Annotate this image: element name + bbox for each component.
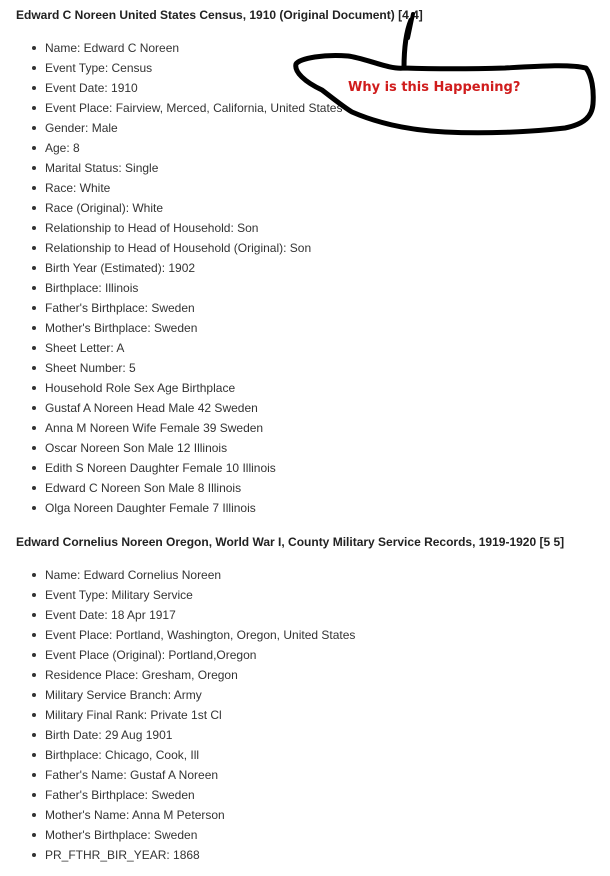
record-detail-item: Event Place (Original): Portland,Oregon <box>45 645 355 665</box>
record-detail-item: Race: White <box>45 178 342 198</box>
record-detail-item: Birthplace: Illinois <box>45 278 342 298</box>
record-detail-item: Olga Noreen Daughter Female 7 Illinois <box>45 498 342 518</box>
record-detail-item: Event Place: Portland, Washington, Oregon, United States <box>45 625 355 645</box>
record-detail-item: Sheet Letter: A <box>45 338 342 358</box>
record-detail-item: Anna M Noreen Wife Female 39 Sweden <box>45 418 342 438</box>
record-detail-item: Edith S Noreen Daughter Female 10 Illinois <box>45 458 342 478</box>
record-detail-item: Race (Original): White <box>45 198 342 218</box>
record-detail-item: Oscar Noreen Son Male 12 Illinois <box>45 438 342 458</box>
record-detail-item: PR_FTHR_BIR_YEAR: 1868 <box>45 845 355 865</box>
record-detail-item: Event Type: Census <box>45 58 342 78</box>
record-title-text: Edward Cornelius Noreen Oregon, World War I, County Military Service Records, 1919-1920 <box>16 535 537 549</box>
record-detail-item: Birthplace: Chicago, Cook, Ill <box>45 745 355 765</box>
record-detail-item: Residence Place: Gresham, Oregon <box>45 665 355 685</box>
record-detail-item: Father's Birthplace: Sweden <box>45 298 342 318</box>
annotation-question-text: Why is this Happening? <box>348 80 521 95</box>
record-detail-item: Mother's Name: Anna M Peterson <box>45 805 355 825</box>
record-detail-item: Military Service Branch: Army <box>45 685 355 705</box>
record-detail-item: Gender: Male <box>45 118 342 138</box>
census-details-list <box>45 38 342 518</box>
record-title-census <box>16 8 423 22</box>
record-detail-item: Marital Status: Single <box>45 158 342 178</box>
record-detail-item: Mother's Birthplace: Sweden <box>45 318 342 338</box>
record-detail-item: Age: 8 <box>45 138 342 158</box>
military-details-list <box>45 565 355 865</box>
record-detail-item: Name: Edward C Noreen <box>45 38 342 58</box>
record-detail-item: Household Role Sex Age Birthplace <box>45 378 342 398</box>
record-detail-item: Father's Birthplace: Sweden <box>45 785 355 805</box>
record-reference: [4 4] <box>398 8 423 22</box>
record-detail-item: Event Type: Military Service <box>45 585 355 605</box>
record-detail-item: Edward C Noreen Son Male 8 Illinois <box>45 478 342 498</box>
record-detail-item: Sheet Number: 5 <box>45 358 342 378</box>
record-title-text: Edward C Noreen United States Census, 1910 (Original Document) <box>16 8 395 22</box>
record-detail-item: Relationship to Head of Household: Son <box>45 218 342 238</box>
record-detail-item: Mother's Birthplace: Sweden <box>45 825 355 845</box>
record-detail-item: Military Final Rank: Private 1st Cl <box>45 705 355 725</box>
record-detail-item: Birth Date: 29 Aug 1901 <box>45 725 355 745</box>
record-reference: [5 5] <box>539 535 565 549</box>
record-detail-item: Father's Name: Gustaf A Noreen <box>45 765 355 785</box>
record-detail-item: Relationship to Head of Household (Original): Son <box>45 238 342 258</box>
record-title-military <box>16 535 564 549</box>
record-detail-item: Event Place: Fairview, Merced, California, United States <box>45 98 342 118</box>
record-detail-item: Name: Edward Cornelius Noreen <box>45 565 355 585</box>
record-detail-item: Birth Year (Estimated): 1902 <box>45 258 342 278</box>
record-detail-item: Event Date: 1910 <box>45 78 342 98</box>
record-detail-item: Gustaf A Noreen Head Male 42 Sweden <box>45 398 342 418</box>
record-detail-item: Event Date: 18 Apr 1917 <box>45 605 355 625</box>
